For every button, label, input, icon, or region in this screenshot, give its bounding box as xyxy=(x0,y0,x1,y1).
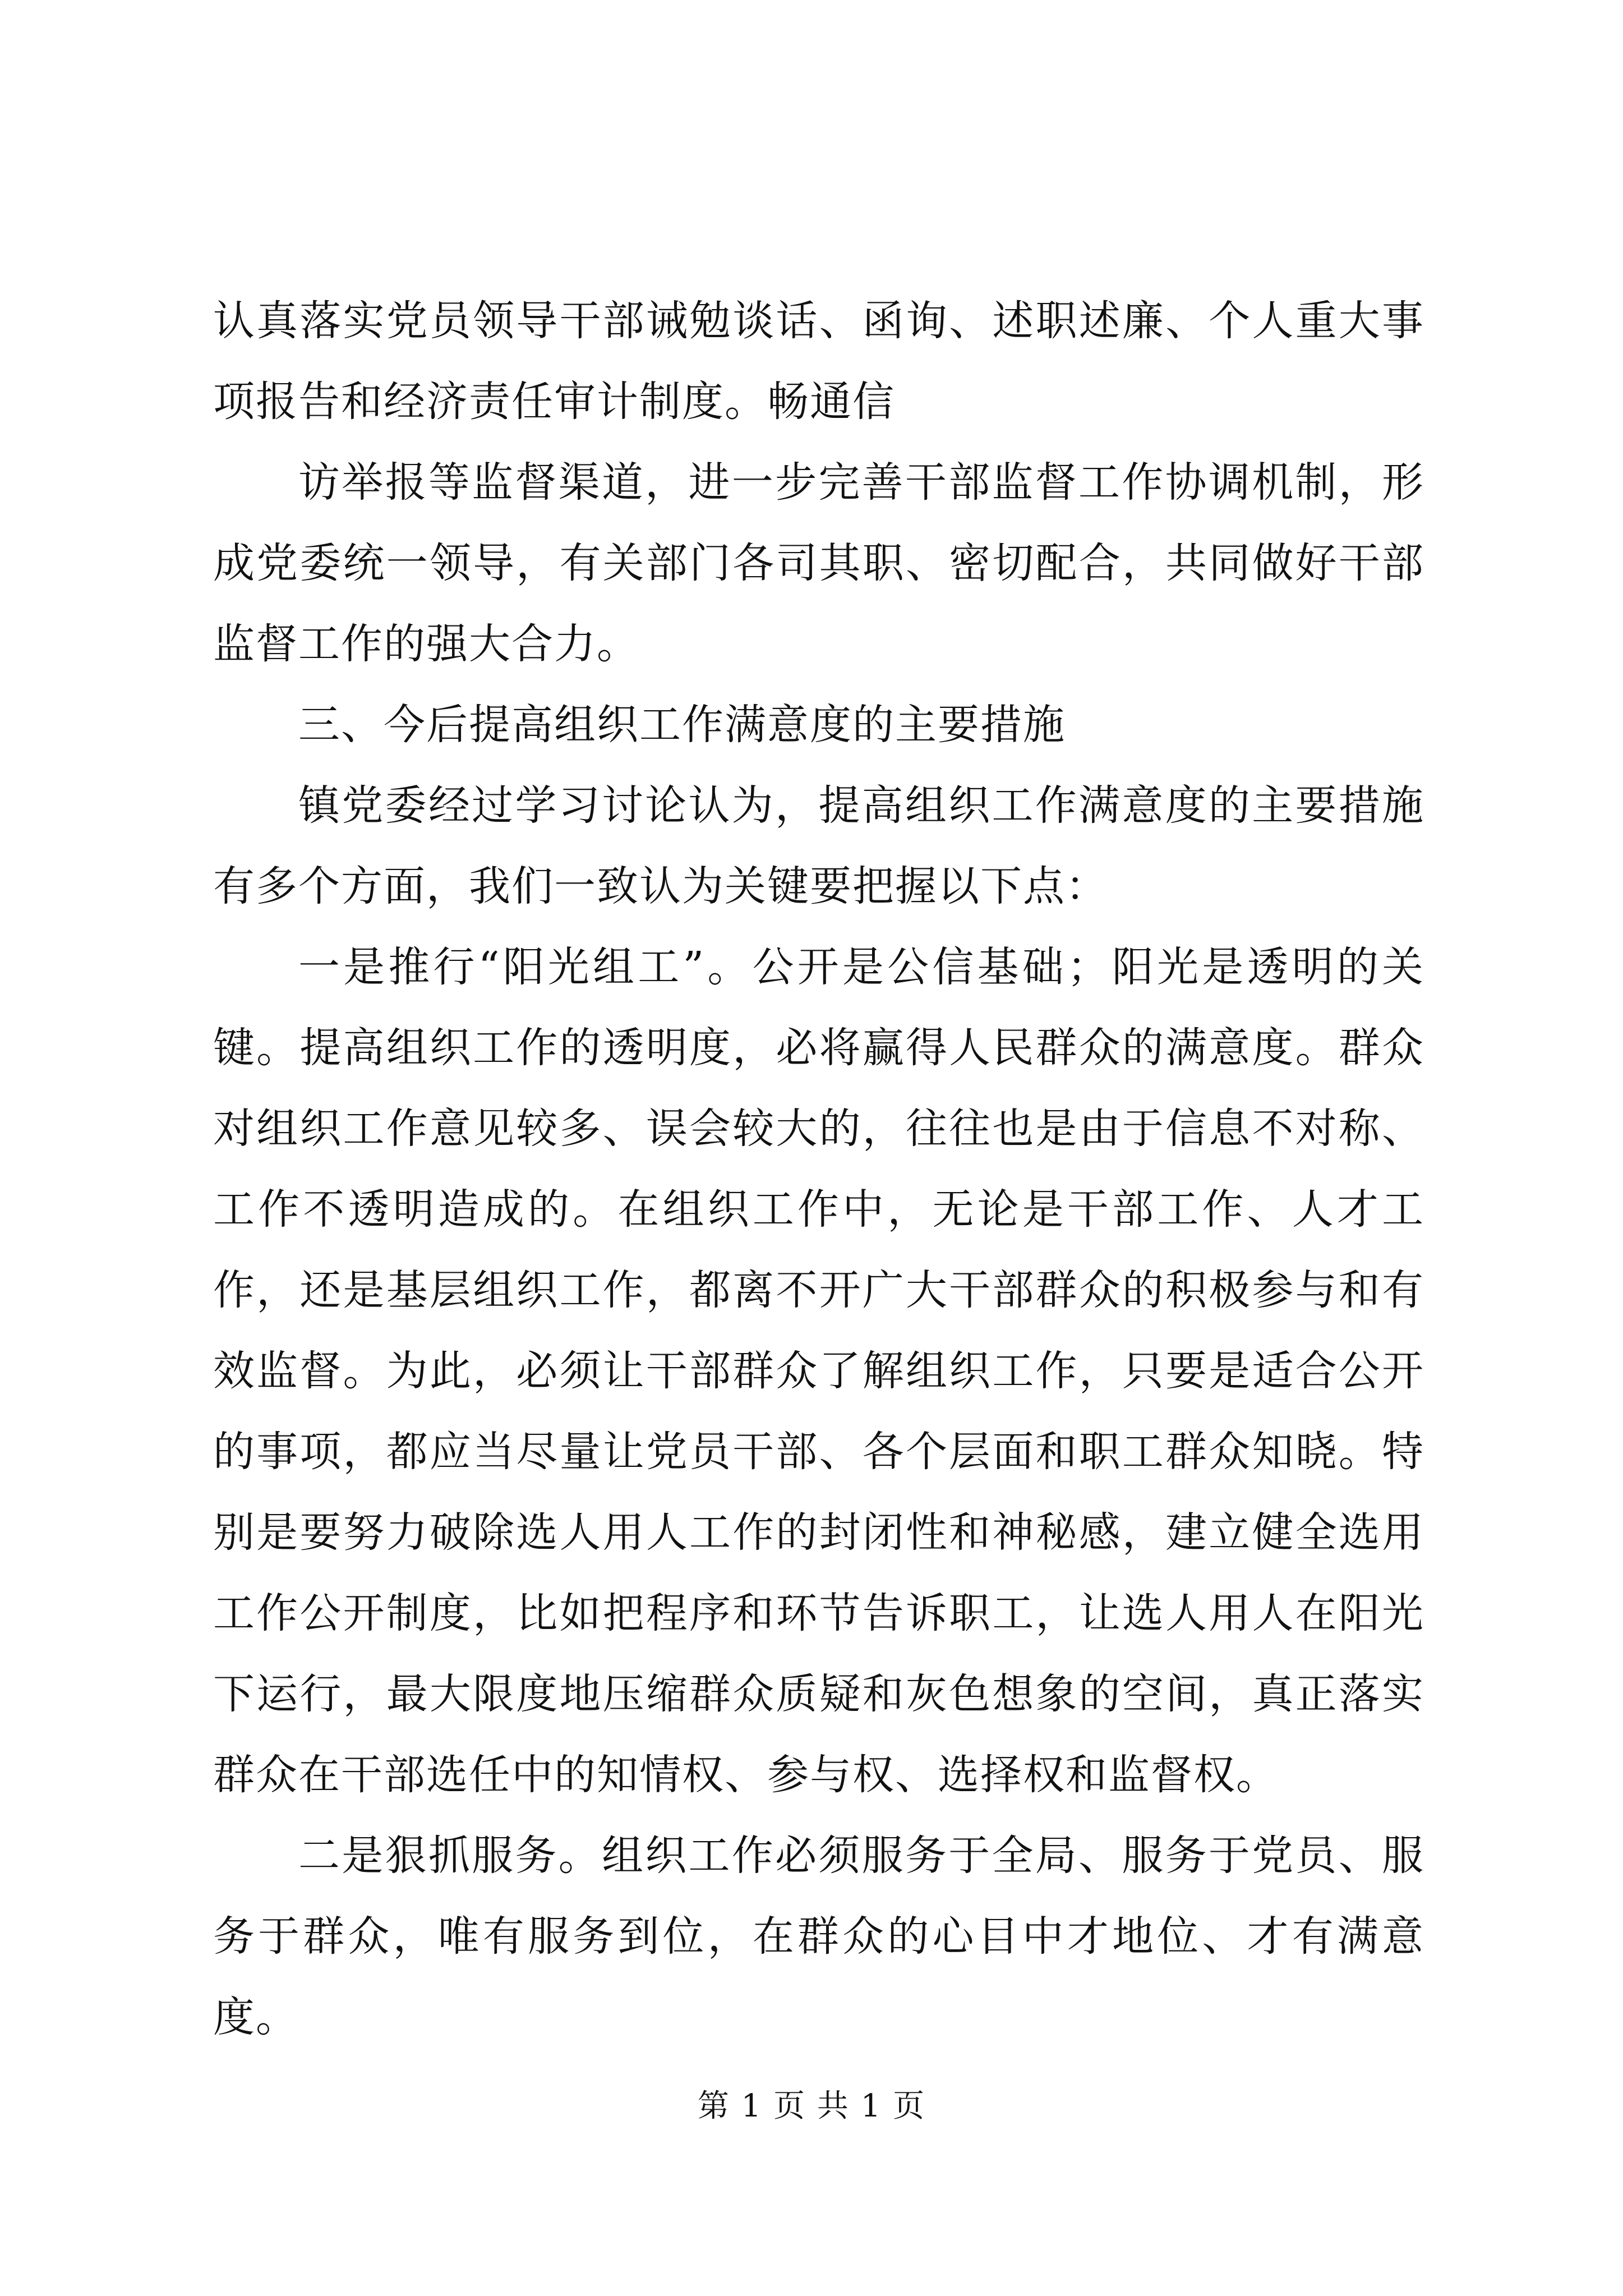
paragraph-3: 镇党委经过学习讨论认为，提高组织工作满意度的主要措施有多个方面，我们一致认为关键要把握以下点： xyxy=(213,781,1424,910)
page-footer: 第 1 页 共 1 页 xyxy=(697,2088,926,2124)
paragraph-2: 访举报等监督渠道，进一步完善干部监督工作协调机制，形成党委统一领导，有关部门各司其职、密切配合，共同做好干部监督工作的强大合力。 xyxy=(213,458,1424,668)
paragraph-5: 二是狠抓服务。组织工作必须服务于全局、服务于党员、服务于群众，唯有服务到位，在群众的心目中才地位、才有满意度。 xyxy=(213,1832,1424,2041)
document-body xyxy=(213,280,1424,2058)
paragraph-4: 一是推行“阳光组工”。公开是公信基础；阳光是透明的关键。提高组织工作的透明度，必将赢得人民群众的满意度。群众对组织工作意见较多、误会较大的，往往也是由于信息不对称、工作不透明造成的。在组织工作中，无论是干部工作、人才工作，还是基层组织工作，都离不开广大干部群众的积极参与和有效监督。为此，必须让干部群众了解组织工作，只要是适合公开的事项，都应当尽量让党员干部、各个层面和职工群众知晓。特别是要努力破除选人用人工作的封闭性和神秘感，建立健全选用工作公开制度，比如把程序和环节告诉职工，让选人用人在阳光下运行，最大限度地压缩群众质疑和灰色想象的空间，真正落实群众在干部选任中的知情权、参与权、选择权和监督权。 xyxy=(213,943,1424,1799)
section-heading: 三、今后提高组织工作满意度的主要措施 xyxy=(298,701,1066,749)
paragraph-1: 认真落实党员领导干部诫勉谈话、函询、述职述廉、个人重大事项报告和经济责任审计制度。畅通信 xyxy=(213,297,1424,426)
